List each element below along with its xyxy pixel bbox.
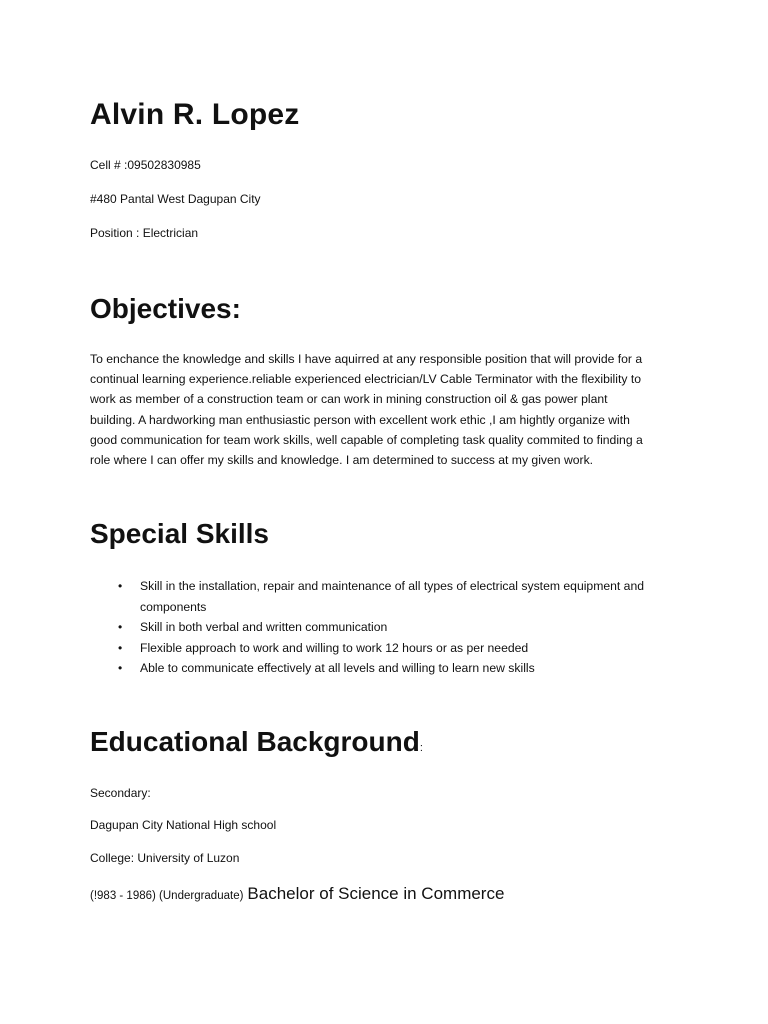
- bullet-icon: •: [118, 620, 123, 634]
- cell-number: Cell # :09502830985: [90, 158, 201, 172]
- education-heading: [90, 726, 423, 758]
- skill-text: Flexible approach to work and willing to work 12 hours or as per needed: [140, 640, 529, 655]
- bullet-icon: •: [118, 661, 123, 675]
- list-item: [90, 638, 690, 659]
- bullet-icon: •: [118, 640, 123, 655]
- degree: Bachelor of Science in Commerce: [247, 884, 505, 903]
- education-heading-text: Educational Background: [90, 726, 420, 757]
- bullet-icon: •: [118, 579, 123, 593]
- secondary-school: Dagupan City National High school: [90, 818, 277, 832]
- degree-line: [90, 884, 504, 904]
- objectives-line: To enchance the knowledge and skills I have aquirred at any responsible position that will provide for a: [90, 352, 643, 366]
- skill-text: Skill in both verbal and written communication: [140, 620, 388, 634]
- list-item: [90, 576, 690, 617]
- objectives-line: building. A hardworking man enthusiastic person with excellent work ethic ,I am hightly organize with: [90, 412, 630, 427]
- education-heading-colon: :: [419, 742, 423, 754]
- skill-text-continued: components: [140, 599, 207, 614]
- objectives-paragraph: [90, 349, 690, 470]
- objectives-line: role where I can offer my skills and knowledge. I am determined to success at my given work.: [90, 453, 594, 468]
- secondary-label: Secondary:: [90, 786, 151, 800]
- years-status: (!983 - 1986) (Undergraduate): [90, 890, 244, 902]
- college: College: University of Luzon: [90, 851, 240, 865]
- skills-list: [90, 576, 690, 679]
- objectives-line: work as member of a construction team or can work in mining construction oil & gas power plant: [90, 392, 608, 407]
- objectives-line: continual learning experience.reliable experienced electrician/LV Cable Terminator with the flexibility to: [90, 372, 641, 387]
- skill-text: Skill in the installation, repair and maintenance of all types of electrical system equipment and: [140, 579, 645, 593]
- list-item: [90, 658, 690, 679]
- position: Position : Electrician: [90, 226, 199, 240]
- special-skills-heading: Special Skills: [90, 518, 269, 549]
- objectives-heading: Objectives:: [90, 293, 241, 324]
- skill-text: Able to communicate effectively at all levels and willing to learn new skills: [140, 661, 535, 675]
- objectives-line: good communication for team work skills, well capable of completing task quality commited to finding a: [90, 432, 643, 447]
- applicant-name: Alvin R. Lopez: [90, 98, 300, 131]
- list-item: [90, 617, 690, 638]
- address: #480 Pantal West Dagupan City: [90, 192, 261, 206]
